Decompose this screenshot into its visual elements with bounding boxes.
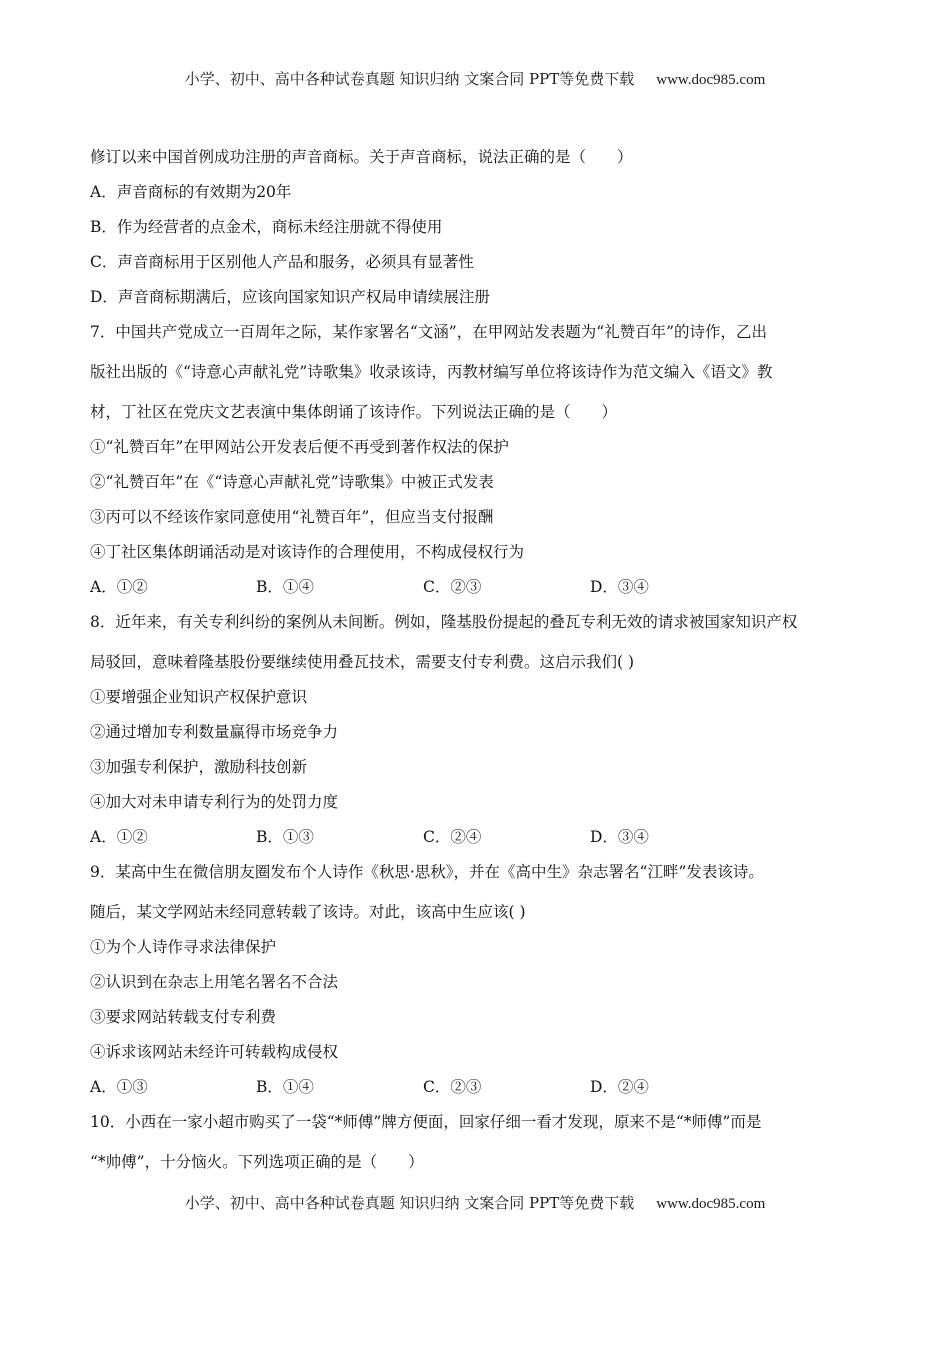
question-9-choice-a: A．①③ bbox=[90, 1078, 148, 1096]
question-8-stem-line-1: 8．近年来，有关专利纠纷的案例从未间断。例如，隆基股份提起的叠瓦专利无效的请求被国家知识产权 bbox=[90, 613, 798, 631]
document-body bbox=[90, 140, 860, 1180]
header-text: 小学、初中、高中各种试卷真题 知识归纳 文案合同 PPT等免费下载 bbox=[184, 70, 635, 88]
question-8-choices bbox=[90, 820, 860, 855]
question-6-option-b: B．作为经营者的点金术，商标未经注册就不得使用 bbox=[90, 218, 443, 236]
question-10 bbox=[90, 1105, 860, 1180]
question-6-option-d: D．声音商标期满后，应该向国家知识产权局申请续展注册 bbox=[90, 288, 490, 306]
question-10-stem-line-1: 10．小西在一家小超市购买了一袋“*师傅”牌方便面，回家仔细一看才发现，原来不是“*师傅”而是 bbox=[90, 1113, 762, 1131]
question-6-stem: 修订以来中国首例成功注册的声音商标。关于声音商标，说法正确的是（ ） bbox=[90, 148, 633, 166]
question-7-stem-line-2: 版社出版的《“诗意心声献礼党”诗歌集》收录该诗，丙教材编写单位将该诗作为范文编入《语文》教 bbox=[90, 363, 773, 381]
question-7-choice-d: D．③④ bbox=[590, 578, 649, 596]
question-9-item-4: ④诉求该网站未经许可转载构成侵权 bbox=[90, 1043, 339, 1061]
question-7-item-1: ①“礼赞百年”在甲网站公开发表后便不再受到著作权法的保护 bbox=[90, 438, 509, 456]
question-6-option-a: A．声音商标的有效期为20年 bbox=[90, 183, 292, 201]
question-9-stem-line-1: 9．某高中生在微信朋友圈发布个人诗作《秋思·思秋》，并在《高中生》杂志署名“江畔”发表该诗。 bbox=[90, 863, 764, 881]
question-7-choice-b: B．①④ bbox=[256, 578, 314, 596]
page-header bbox=[0, 68, 950, 89]
question-7-choice-c: C．②③ bbox=[423, 578, 482, 596]
question-9-item-3: ③要求网站转载支付专利费 bbox=[90, 1008, 277, 1026]
question-7-item-4: ④丁社区集体朗诵活动是对该诗作的合理使用，不构成侵权行为 bbox=[90, 543, 525, 561]
question-6-option-c: C．声音商标用于区别他人产品和服务，必须具有显著性 bbox=[90, 253, 474, 271]
question-8-item-1: ①要增强企业知识产权保护意识 bbox=[90, 688, 308, 706]
page-footer bbox=[0, 1192, 950, 1213]
header-url[interactable]: www.doc985.com bbox=[656, 72, 766, 88]
question-7 bbox=[90, 315, 860, 605]
question-7-stem-line-1: 7．中国共产党成立一百周年之际，某作家署名“文涵”，在甲网站发表题为“礼赞百年”的诗作，乙出 bbox=[90, 323, 768, 341]
question-7-item-3: ③丙可以不经该作家同意使用“礼赞百年”，但应当支付报酬 bbox=[90, 508, 494, 526]
question-9-choices bbox=[90, 1070, 860, 1105]
question-9-stem-line-2: 随后，某文学网站未经同意转载了该诗。对此，该高中生应该( ) bbox=[90, 903, 526, 921]
question-8-choice-a: A．①② bbox=[90, 828, 148, 846]
question-6 bbox=[90, 140, 860, 315]
question-7-choices bbox=[90, 570, 860, 605]
question-10-stem-line-2: “*帅傅”，十分恼火。下列选项正确的是（ ） bbox=[90, 1153, 424, 1171]
question-8-stem-line-2: 局驳回，意味着隆基股份要继续使用叠瓦技术，需要支付专利费。这启示我们( ) bbox=[90, 653, 635, 671]
question-9-choice-c: C．②③ bbox=[423, 1078, 482, 1096]
question-7-choice-a: A．①② bbox=[90, 578, 148, 596]
question-9-item-1: ①为个人诗作寻求法律保护 bbox=[90, 938, 277, 956]
footer-url[interactable]: www.doc985.com bbox=[656, 1196, 766, 1212]
question-9-item-2: ②认识到在杂志上用笔名署名不合法 bbox=[90, 973, 339, 991]
question-9-choice-b: B．①④ bbox=[256, 1078, 314, 1096]
question-8-choice-c: C．②④ bbox=[423, 828, 482, 846]
question-9 bbox=[90, 855, 860, 1105]
question-8-item-2: ②通过增加专利数量赢得市场竞争力 bbox=[90, 723, 339, 741]
question-8-choice-d: D．③④ bbox=[590, 828, 649, 846]
question-8-choice-b: B．①③ bbox=[256, 828, 314, 846]
question-8 bbox=[90, 605, 860, 855]
question-8-item-3: ③加强专利保护，激励科技创新 bbox=[90, 758, 308, 776]
question-7-item-2: ②“礼赞百年”在《“诗意心声献礼党”诗歌集》中被正式发表 bbox=[90, 473, 494, 491]
question-8-item-4: ④加大对未申请专利行为的处罚力度 bbox=[90, 793, 339, 811]
question-9-choice-d: D．②④ bbox=[590, 1078, 649, 1096]
footer-text: 小学、初中、高中各种试卷真题 知识归纳 文案合同 PPT等免费下载 bbox=[184, 1194, 635, 1212]
question-7-stem-line-3: 材，丁社区在党庆文艺表演中集体朗诵了该诗作。下列说法正确的是（ ） bbox=[90, 403, 618, 421]
